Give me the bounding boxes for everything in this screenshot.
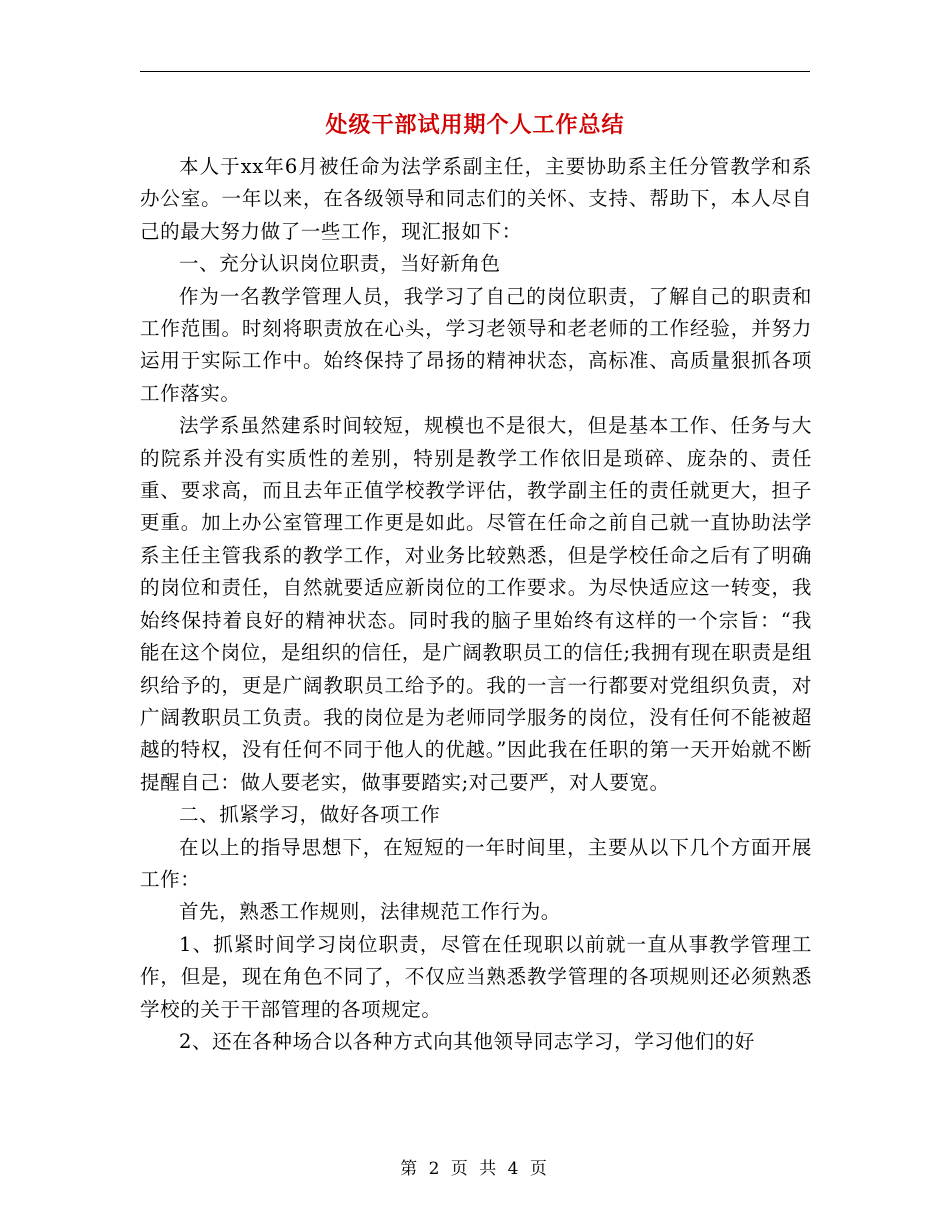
paragraph: 本人于xx年6月被任命为法学系副主任，主要协助系主任分管教学和系办公室。一年以来，在各级领导和同志们的关怀、支持、帮助下，本人尽自己的最大努力做了一些工作，现汇报如下： [140,155,812,243]
document-title: 处级干部试用期个人工作总结 [325,113,625,138]
list-item: 1、抓紧时间学习岗位职责，尽管在任现职以前就一直从事教学管理工作，但是，现在角色不同了，不仅应当熟悉教学管理的各项规则还必须熟悉学校的关于干部管理的各项规定。 [140,932,812,1021]
header-rule [140,71,810,72]
document-body [140,151,812,1058]
paragraph: 作为一名教学管理人员，我学习了自己的岗位职责，了解自己的职责和工作范围。时刻将职责放在心头，学习老领导和老老师的工作经验，并努力运用于实际工作中。始终保持了昂扬的精神状态，高标准、高质量狠抓各项工作落实。 [140,284,812,405]
section-heading: 一、充分认识岗位职责，当好新角色 [179,252,501,276]
paragraph: 法学系虽然建系时间较短，规模也不是很大，但是基本工作、任务与大的院系并没有实质性的差别，特别是教学工作依旧是琐碎、庞杂的、责任重、要求高，而且去年正值学校教学评估，教学副主任的责任就更大，担子更重。加上办公室管理工作更是如此。尽管在任命之前自己就一直协助法学系主任主管我系的教学工作，对业务比较熟悉，但是学校任命之后有了明确的岗位和责任，自然就要适应新岗位的工作要求。为尽快适应这一转变，我始终保持着良好的精神状态。同时我的脑子里始终有这样的一个宗旨：“我能在这个岗位，是组织的信任，是广阔教职员工的信任;我拥有现在职责是组织给予的，更是广阔教职员工给予的。我的一言一行都要对党组织负责，对广阔教职员工负责。我的岗位是为老师同学服务的岗位，没有任何不能被超越的特权，没有任何不同于他人的优越。”因此我在任职的第一天开始就不断提醒自己：做人要老实，做事要踏实;对己要严，对人要宽。 [140,414,812,794]
page-number: 第 2 页 共 4 页 [400,1159,550,1179]
section-heading: 二、抓紧学习，做好各项工作 [179,803,441,827]
paragraph: 首先，熟悉工作规则，法律规范工作行为。 [179,900,561,924]
list-item: 2、还在各种场合以各种方式向其他领导同志学习，学习他们的好 [179,1029,755,1053]
paragraph: 在以上的指导思想下，在短短的一年时间里，主要从以下几个方面开展工作： [140,835,812,891]
